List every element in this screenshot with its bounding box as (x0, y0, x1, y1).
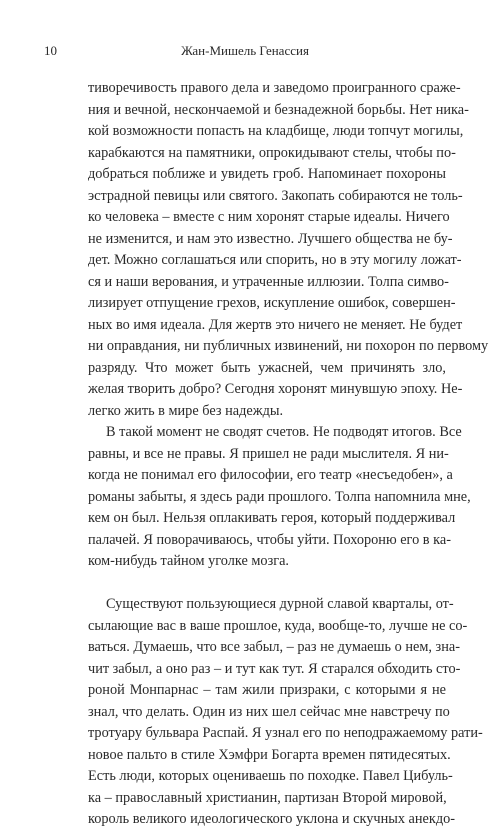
body-text (88, 78, 489, 831)
text-line: чит забыл, а оно раз – и тут как тут. Я старался обходить сто- (88, 660, 461, 677)
text-line: ком-нибудь тайном уголке мозга. (88, 553, 290, 569)
text-line: ни оправдания, ни публичных извинений, ни похорон по первому (88, 338, 489, 354)
running-head (44, 41, 446, 61)
text-line: ка – православный христианин, партизан Второй мировой, (88, 789, 447, 806)
text-line: добраться поближе и увидеть гроб. Напоминает похороны (88, 166, 446, 182)
text-line: желая творить добро? Сегодня хоронят минувшую эпоху. Не- (88, 381, 463, 397)
text-line: В такой момент не сводят счетов. Не подводят итогов. Все (106, 424, 462, 440)
text-line: король великого идеологического уклона и скучных анекдо- (88, 811, 456, 827)
text-line: кой возможности попасть на кладбище, люди топчут могилы, (88, 123, 464, 139)
text-line: романы забыты, я здесь ради прошлого. Толпа напомнила мне, (88, 488, 471, 505)
paragraph-1 (88, 78, 489, 422)
paragraph-2 (88, 422, 471, 573)
text-line: дет. Можно соглашаться или спорить, но в эту могилу ложат- (88, 252, 462, 268)
running-title: Жан-Мишель Генассия (181, 43, 309, 58)
text-line: Есть люди, которых оцениваешь по походке. Павел Цибуль- (88, 768, 453, 784)
text-line: роной Монпарнас – там жили призраки, с которыми я не (88, 682, 446, 698)
text-line: сылающие вас в ваше прошлое, куда, вообще-то, лучше не со- (88, 617, 468, 634)
text-line: эстрадной певицы или святого. Закопать собираются не толь- (88, 187, 463, 204)
text-line: разряду. Что может быть ужасней, чем причинять зло, (88, 359, 446, 376)
text-line: кем он был. Нельзя оплакивать героя, который поддерживал (88, 510, 456, 526)
paragraph-3 (88, 594, 483, 831)
text-line: равны, и все не правы. Я пришел не ради мыслителя. Я ни- (88, 445, 449, 462)
page-number: 10 (44, 43, 57, 58)
text-line: ных во имя идеала. Для жертв это ничего не меняет. Не будет (88, 316, 463, 333)
text-line: палачей. Я поворачиваюсь, чтобы уйти. Похороню его в ка- (88, 531, 451, 548)
text-line: когда не понимал его философии, его театр «несъедобен», а (88, 467, 453, 483)
text-line: лизирует отпущение грехов, искупление ошибок, совершен- (88, 295, 456, 311)
text-line: Существуют пользующиеся дурной славой кварталы, от- (106, 596, 454, 612)
text-line: ко человека – вместе с ним хоронят старые идеалы. Ничего (88, 209, 450, 225)
section-break (88, 573, 446, 595)
text-line: карабкаются на памятники, опрокидывают стелы, чтобы по- (88, 144, 456, 161)
text-line: ся и наши верования, и утраченные иллюзии. Толпа симво- (88, 273, 449, 290)
text-line: не изменится, и нам это известно. Лучшего общества не бу- (88, 230, 453, 247)
text-line: новое пальто в стиле Хэмфри Богарта времен пятидесятых. (88, 746, 451, 763)
text-line: тиворечивость правого дела и заведомо проигранного сраже- (88, 80, 461, 96)
text-line: тротуару бульвара Распай. Я узнал его по неподражаемому рати- (88, 725, 483, 741)
text-line: знал, что делать. Один из них шел сейчас мне навстречу по (88, 703, 450, 720)
text-line: ния и вечной, нескончаемой и безнадежной борьбы. Нет ника- (88, 101, 469, 118)
text-line: легко жить в мире без надежды. (88, 402, 284, 419)
text-line: ваться. Думаешь, что все забыл, – раз не думаешь о нем, зна- (88, 639, 460, 655)
